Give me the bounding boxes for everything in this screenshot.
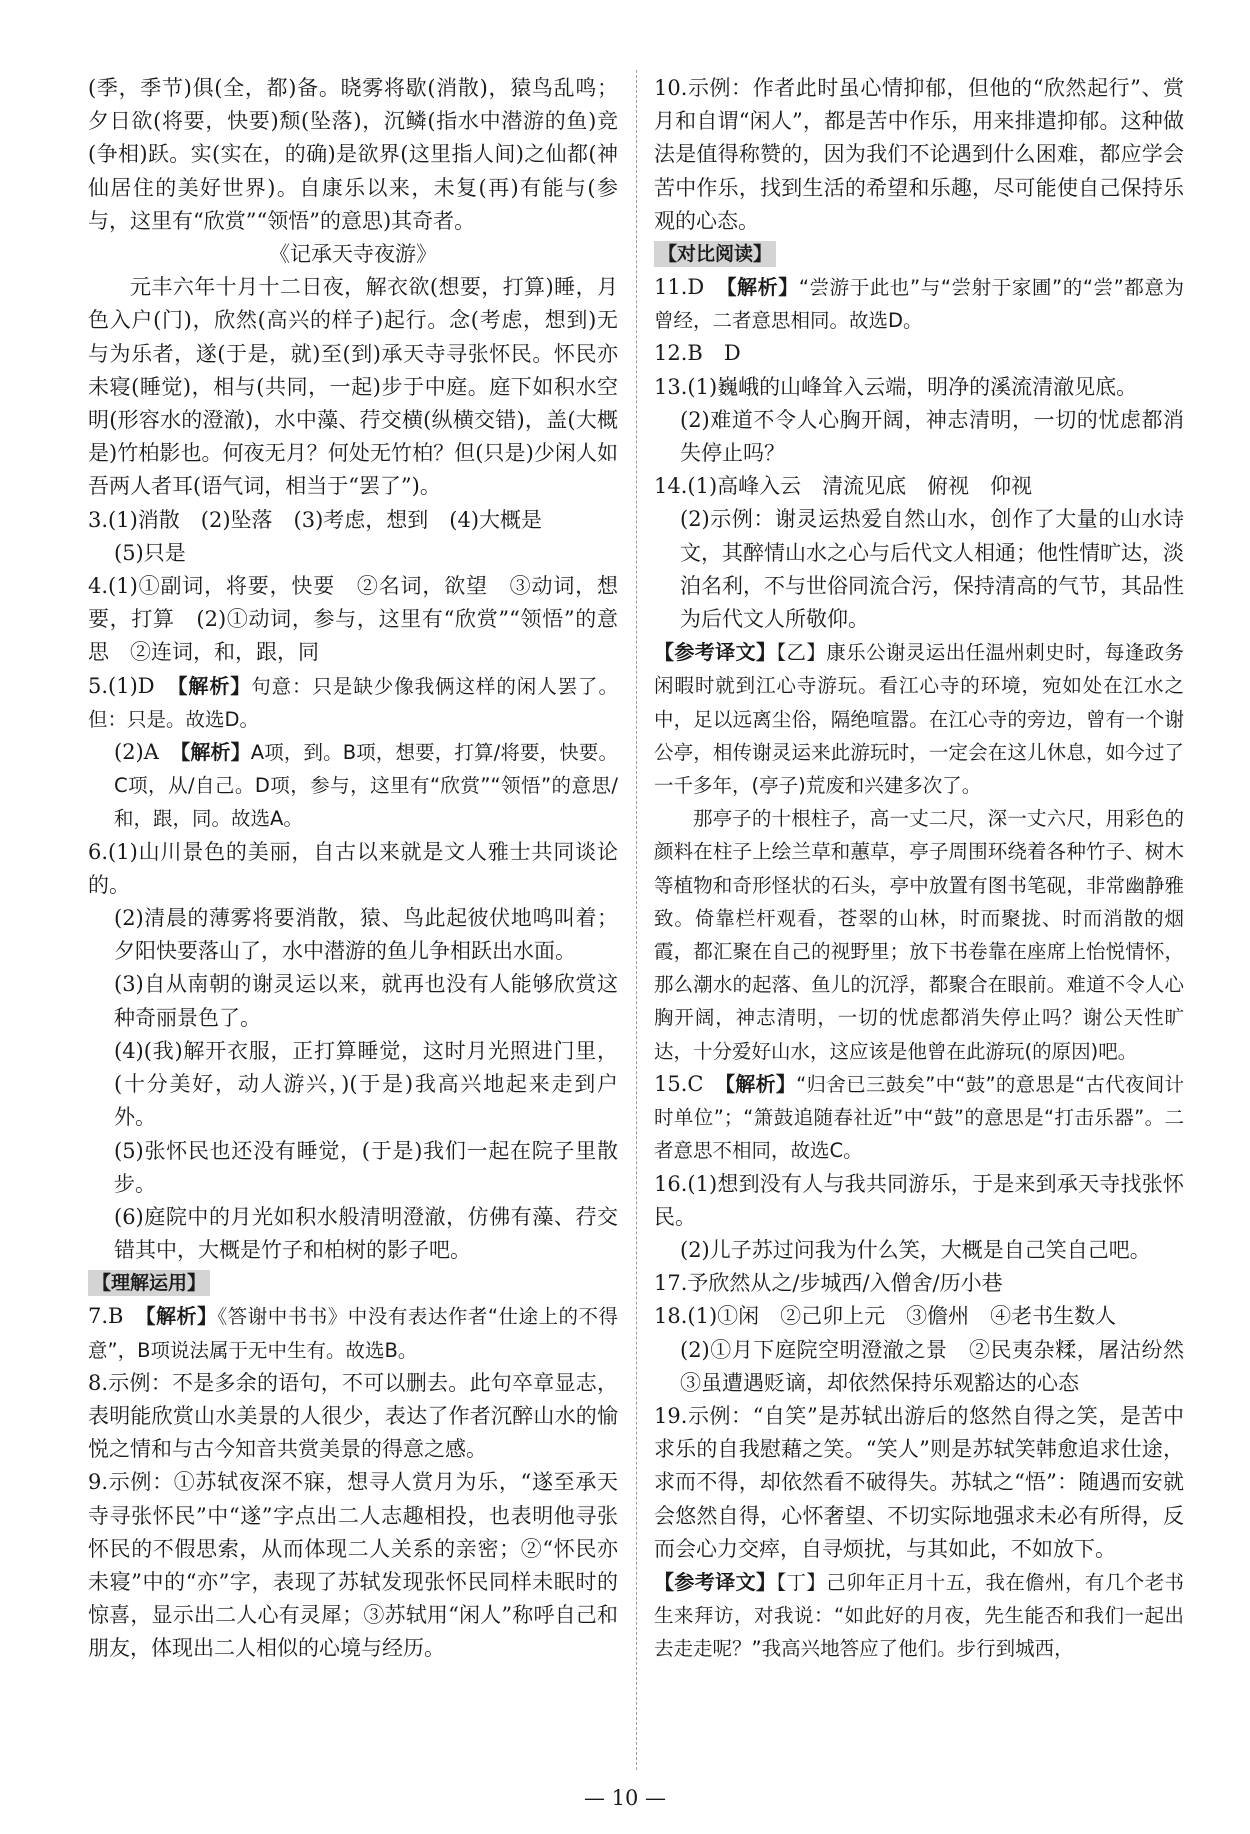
answer-6-3: (3)自从南朝的谢灵运以来，就再也没有人能够欣赏这种奇丽景色了。 (114, 972, 618, 1030)
analysis-text: 句意：只是缺少像我俩这样的闲人罢了。但：只是。故选D。 (88, 674, 618, 731)
answer-6-5: (5)张怀民也还没有睡觉，(于是)我们一起在院子里散步。 (114, 1138, 618, 1196)
page-number: — 10 — (583, 1786, 667, 1810)
answer-8: 8.示例：不是多余的语句，不可以删去。此句卒章显志，表明能欣赏山水美景的人很少，表达了作者沉醉山水的愉悦之情和与古今知音共赏美景的得意之感。 (88, 1370, 618, 1462)
answer-16-1: 16.(1)想到没有人与我共同游乐，于是来到承天寺找张怀民。 (654, 1171, 1184, 1229)
answer-7-main: 7.B (88, 1304, 146, 1329)
answer-9: 9.示例：①苏轼夜深不寐，想寻人赏月为乐，“遂至承天寺寻张怀民”中“遂”字点出二人志趣相投，也表明他寻张怀民的不假思索，从而体现二人关系的亲密；②“怀民亦未寝”中的“亦”字，表现了苏轼发现张怀民同样未眠时的惊喜，显示出二人心有灵犀；③苏轼用“闲人”称呼自己和朋友，体现出二人相似的心境与经历。 (88, 1470, 618, 1661)
analysis-text: A项，到。B项，想要，打算/将要，快要。C项，从/自己。D项，参与，这里有“欣赏”“领悟”的意思/和，跟，同。故选A。 (114, 741, 618, 831)
translation-label: 【参考译文】 (654, 1569, 777, 1594)
section-tag-comprehension: 【理解运用】 (88, 1270, 210, 1296)
right-column (654, 72, 1205, 1666)
answer-11-main: 11.D (654, 275, 727, 300)
analysis-label: 【解析】 (726, 275, 799, 300)
analysis-label: 【解析】 (180, 740, 251, 765)
passage-annotation-1: (季，季节)俱(全，都)备。晓雾将歇(消散)，猿鸟乱鸣；夕日欲(将要，快要)颓(坠落)，沉鳞(指水中潜游的鱼)竞(争相)跃。实(实在，的确)是欲界(这里指人间)之仙都(神仙居住的美好世界)。自康乐以来，未复(再)有能与(参与，这里有“欣赏”“领悟”的意思)其奇者。 (88, 76, 618, 233)
answer-11 (654, 271, 1184, 337)
translation-label: 【参考译文】 (654, 640, 777, 665)
translation-2 (654, 1566, 1184, 1666)
translation-1 (654, 636, 1184, 802)
answer-6-6: (6)庭院中的月光如积水般清明澄澈，仿佛有藻、荇交错其中，大概是竹子和柏树的影子吧。 (114, 1204, 618, 1263)
answer-5-1-main: 5.(1)D (88, 673, 178, 698)
answer-6-4: (4)(我)解开衣服，正打算睡觉，这时月光照进门里，(十分美好，动人游兴，)(于是)我高兴地起来走到户外。 (114, 1038, 618, 1130)
answer-3: 3.(1)消散 (2)坠落 (3)考虑，想到 (4)大概是 (88, 507, 543, 532)
answer-4: 4.(1)①副词，将要，快要 ②名词，欲望 ③动词，想要，打算 (2)①动词，参与，这里有“欣赏”“领悟”的意思 ②连词，和，跟，同 (88, 574, 618, 665)
answer-13-2: (2)难道不令人心胸开阔，神志清明，一切的忧虑都消失停止吗？ (680, 407, 1184, 466)
passage-title: 《记承天寺夜游》 (269, 242, 437, 267)
answer-10: 10.示例：作者此时虽心情抑郁，但他的“欣然起行”、赏月和自谓“闲人”，都是苦中作乐，用来排遣抑郁。这种做法是值得称赞的，因为我们不论遇到什么困难，都应学会苦中作乐，找到生活的希望和乐趣，尽可能使自己保持乐观的心态。 (654, 76, 1184, 233)
passage-annotation-2: 元丰六年十月十二日夜，解衣欲(想要，打算)睡，月色入户(门)，欣然(高兴的样子)起行。念(考虑，想到)无与为乐者，遂(于是，就)至(到)承天寺寻张怀民。怀民亦未寝(睡觉)，相与(共同，一起)步于中庭。庭下如积水空明(形容水的澄澈)，水中藻、荇交横(纵横交错)，盖(大概是)竹柏影也。何夜无月？何处无竹柏？但(只是)少闲人如吾两人者耳(语气词，相当于“罢了”)。 (88, 275, 618, 499)
answer-14-2: (2)示例：谢灵运热爱自然山水，创作了大量的山水诗文，其醉情山水之心与后代文人相通；他性情旷达，淡泊名利，不与世俗同流合污，保持清高的气节，其品性为后代文人所敬仰。 (680, 507, 1184, 632)
answer-15-main: 15.C (654, 1071, 726, 1096)
answer-15 (654, 1068, 1184, 1168)
answer-3-cont: (5)只是 (114, 540, 186, 565)
analysis-label: 【解析】 (177, 673, 252, 698)
analysis-label: 【解析】 (725, 1071, 797, 1096)
answer-18-1: 18.(1)①闲 ②己卯上元 ③儋州 ④老书生数人 (654, 1304, 1117, 1329)
column-divider (636, 70, 637, 1770)
translation-1-para-2: 那亭子的十根柱子，高一丈二尺，深一丈六尺，用彩色的颜料在柱子上绘兰草和蕙草，亭子周围环绕着各种竹子、树木等植物和奇形怪状的石头，亭中放置有图书笔砚，非常幽静雅致。倚靠栏杆观看，苍翠的山林，时而聚拢、时而消散的烟霞，都汇聚在自己的视野里；放下书卷靠在座席上怡悦情怀，那么潮水的起落、鱼儿的沉浮，都聚合在眼前。难道不令人心胸开阔，神志清明，一切的忧虑都消失停止吗？谢公天性旷达，十分爱好山水，这应该是他曾在此游玩(的原因)吧。 (654, 807, 1184, 1063)
answer-6-1: 6.(1)山川景色的美丽，自古以来就是文人雅士共同谈论的。 (88, 839, 618, 897)
answer-18-2: (2)①月下庭院空明澄澈之景 ②民夷杂糅，屠沽纷然 ③虽遭遇贬谪，却依然保持乐观豁达的心态 (680, 1337, 1205, 1395)
translation-text: 【乙】康乐公谢灵运出任温州刺史时，每逢政务闲暇时就到江心寺游玩。看江心寺的环境，宛如处在江水之中，足以远离尘俗，隔绝喧嚣。在江心寺的旁边，曾有一个谢公亭，相传谢灵运来此游玩时，一定会在这儿休息，如今过了一千多年，(亭子)荒废和兴建多次了。 (654, 641, 1184, 798)
analysis-text: “尝游于此也”与“尝射于家圃”的“尝”都意为曾经，二者意思相同。故选D。 (654, 276, 1185, 333)
analysis-text: “归舍已三鼓矣”中“鼓”的意思是“古代夜间计时单位”；“箫鼓追随春社近”中“鼓”的意思是“打击乐器”。二者意思不相同，故选C。 (654, 1072, 1185, 1163)
answer-14-1: 14.(1)高峰入云 清流见底 俯视 仰视 (654, 474, 1033, 499)
answer-5-2 (88, 736, 618, 836)
answer-17: 17.予欣然从之/步城西/入僧舍/历小巷 (654, 1271, 1003, 1296)
answer-6-2: (2)清晨的薄雾将要消散，猿、鸟此起彼伏地鸣叫着；夕阳快要落山了，水中潜游的鱼儿争相跃出水面。 (114, 906, 618, 964)
answer-12: 12.B D (654, 341, 741, 366)
section-tag-comparison: 【对比阅读】 (654, 241, 776, 267)
analysis-label: 【解析】 (145, 1304, 218, 1329)
answer-5-1 (88, 670, 618, 736)
translation-text: 【丁】己卯年正月十五，我在儋州，有几个老书生来拜访，对我说：“如此好的月夜，先生能否和我们一起出去走走呢？”我高兴地答应了他们。步行到城西， (654, 1570, 1184, 1661)
answer-16-2: (2)儿子苏过问我为什么笑，大概是自己笑自己吧。 (680, 1237, 1151, 1262)
left-column (88, 72, 618, 1666)
answer-7 (88, 1300, 618, 1366)
answer-19: 19.示例：“自笑”是苏轼出游后的悠然自得之笑，是苦中求乐的自我慰藉之笑。“笑人”则是苏轼笑韩愈追求仕途，求而不得，却依然看不破得失。苏轼之“悟”：随遇而安就会悠然自得，心怀奢望、不切实际地强求未必有所得，反而会心力交瘁，自寻烦扰，与其如此，不如放下。 (654, 1403, 1184, 1561)
answer-5-2-main: (2)A (114, 740, 181, 765)
analysis-text: 《答谢中书书》中没有表达作者“仕途上的不得意”，B项说法属于无中生有。故选B。 (88, 1305, 619, 1362)
answer-13-1: 13.(1)巍峨的山峰耸入云端，明净的溪流清澈见底。 (654, 374, 1138, 399)
